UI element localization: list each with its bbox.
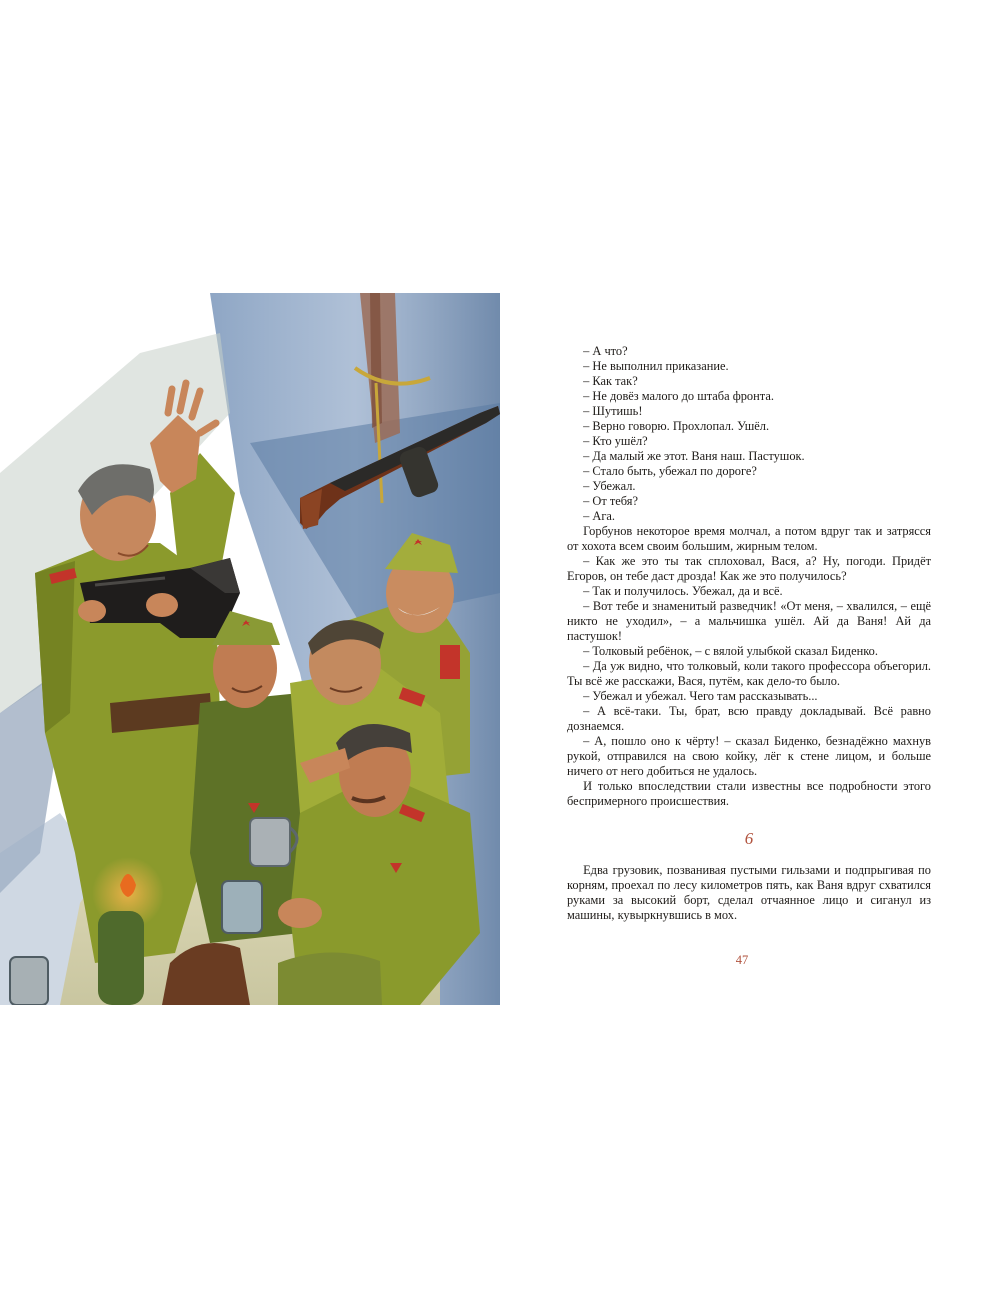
illustration-canvas (0, 293, 500, 1005)
dialogue-paragraph: – А всё-таки. Ты, брат, всю правду докладывай. Всё равно дознаемся. (567, 704, 931, 733)
mug-icon (10, 957, 48, 1005)
mug-icon (250, 818, 290, 866)
dialogue-line: – Убежал. (583, 479, 636, 493)
dialogue-paragraph: – Убежал и убежал. Чего там рассказывать... (583, 689, 818, 703)
mug-icon (222, 881, 262, 933)
text-column (567, 344, 931, 923)
dialogue-paragraph: – Да уж видно, что толковый, коли такого профессора объегорил. Ты всё же расскажи, Вася, путём, как дело-то было. (567, 659, 931, 688)
dialogue-line: – Стало быть, убежал по дороге? (583, 464, 757, 478)
dialogue-line: – Как так? (583, 374, 638, 388)
lamp-bottle-icon (98, 911, 144, 1005)
soldiers-dugout-illustration (0, 293, 500, 1005)
dialogue-paragraph: – Толковый ребёнок, – с вялой улыбкой сказал Биденко. (583, 644, 878, 658)
dialogue-paragraph: – Вот тебе и знаменитый разведчик! «От меня, – хвалился, – ещё никто не уходил», – а мальчишка ушёл. Ай да Ваня! Ай да пастушок! (567, 599, 931, 643)
dialogue-line: – Да малый же этот. Ваня наш. Пастушок. (583, 449, 805, 463)
dialogue-line: – Верно говорю. Прохлопал. Ушёл. (583, 419, 770, 433)
dialogue-line: – От тебя? (583, 494, 638, 508)
page-number: 47 (735, 953, 749, 967)
dialogue-line: – Кто ушёл? (583, 434, 648, 448)
dialogue-line: – Ага. (583, 509, 616, 523)
mess-tin-icon (278, 952, 382, 1005)
dialogue-paragraph: – Как же это ты так сплоховал, Вася, а? Ну, погоди. Придёт Егоров, он тебе даст дрозда! Как же это получилось? (567, 554, 931, 583)
dialogue-line: – Шутишь! (583, 404, 643, 418)
dialogue-paragraph: – А, пошло оно к чёрту! – сказал Биденко, безнадёжно махнув рукой, отправился на свою койку, лёг к стене лицом, и больше ничего от него добиться не удалось. (567, 734, 931, 778)
narration-paragraph: И только впоследствии стали известны все подробности этого беспримерного происшествия. (567, 779, 931, 808)
narration-paragraph: Горбунов некоторое время молчал, а потом вдруг так и затрясся от хохота всем своим большим, жирным телом. (567, 524, 931, 553)
chapter-paragraph: Едва грузовик, позванивая пустыми гильзами и подпрыгивая по корням, проехал по лесу километров пять, как Ваня вдруг схватился руками за высокий борт, сделал отчаянное лицо и сиганул из машины, кувыркнувшись в мох. (567, 863, 931, 922)
dialogue-line: – Не выполнил приказание. (583, 359, 729, 373)
dialogue-line: – А что? (583, 344, 628, 358)
dialogue-line: – Не довёз малого до штаба фронта. (583, 389, 774, 403)
chapter-number: 6 (744, 829, 754, 848)
dialogue-paragraph: – Так и получилось. Убежал, да и всё. (583, 584, 783, 598)
